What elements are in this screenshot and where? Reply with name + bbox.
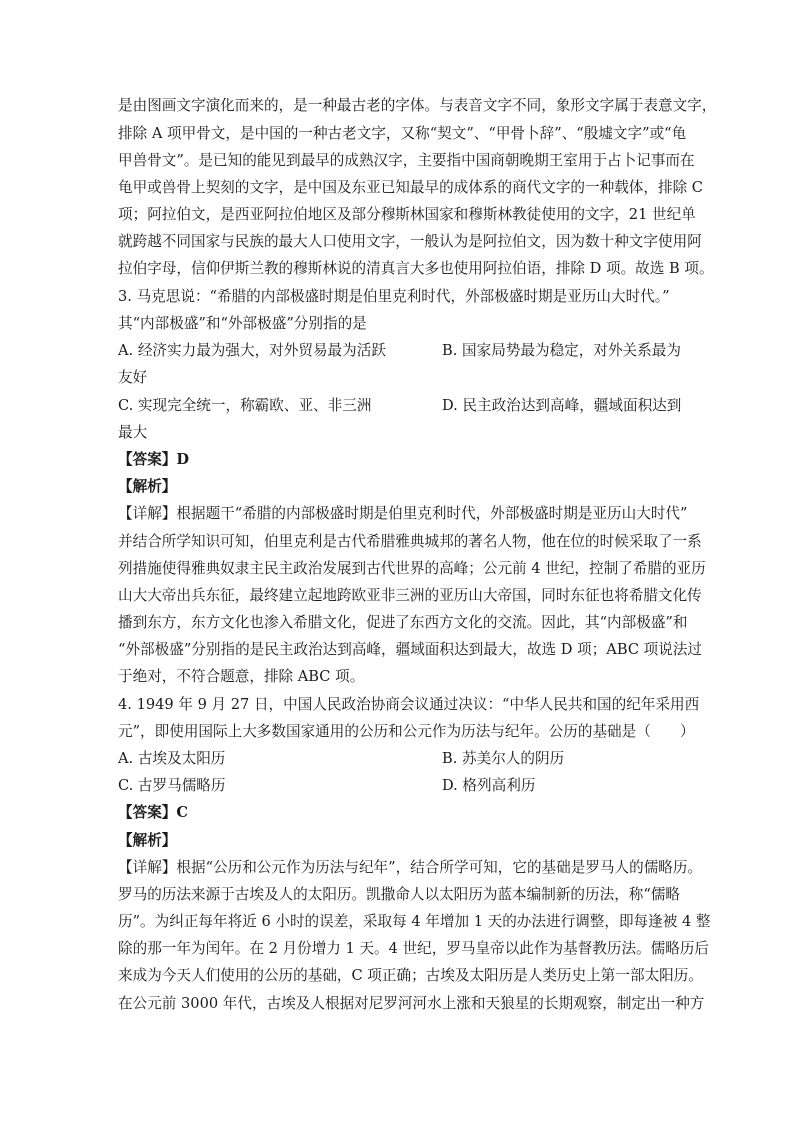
text-line: 是由图画文字演化而来的，是一种最古老的字体。与表音文字不同，象形文字属于表意文字， [118, 97, 717, 114]
question-4-stem: 元”，即使用国际上大多数国家通用的公历和公元作为历法与纪年。公历的基础是（ ） [118, 723, 695, 740]
question-3-option-b: B. 国家局势最为稳定，对外关系最为 [442, 342, 681, 359]
question-3-option-b-cont: 友好 [118, 369, 148, 386]
explanation-line: 【详解】根据题干“希腊的内部极盛时期是伯里克利时代，外部极盛时期是亚历山大时代” [118, 505, 688, 522]
explanation-line: 于绝对，不符合题意，排除 ABC 项。 [118, 668, 365, 685]
question-3-option-c: C. 实现完全统一，称霸欧、亚、非三洲 [118, 397, 372, 414]
explanation-line: 罗马的历法来源于古埃及人的太阳历。凯撒命人以太阳历为蓝本编制新的历法，称“儒略 [118, 886, 681, 903]
explanation-line: 在公元前 3000 年代，古埃及人根据对尼罗河河水上涨和天狼星的长期观察，制定出一种方 [118, 995, 705, 1012]
explanation-line: “外部极盛”分别指的是民主政治达到高峰，疆域面积达到最大，故选 D 项；ABC 项说法过 [118, 641, 703, 658]
text-line: 龟甲或兽骨上契刻的文字，是中国及东亚已知最早的成体系的商代文字的一种载体，排除 C [118, 179, 703, 196]
question-3-option-d-cont: 最大 [118, 424, 148, 441]
text-line: 拉伯字母，信仰伊斯兰教的穆斯林说的清真言大多也使用阿拉伯语，排除 D 项。故选 B 项。 [118, 260, 714, 277]
analysis-label: 【解析】 [118, 832, 177, 849]
explanation-line: 并结合所学知识可知，伯里克利是古代希腊雅典城邦的著名人物，他在位的时候采取了一系 [118, 533, 702, 550]
question-3-stem: 3. 马克思说：“希腊的内部极盛时期是伯里克利时代，外部极盛时期是亚历山大时代。” [118, 288, 670, 305]
question-3-option-a: A. 经济实力最为强大，对外贸易最为活跃 [118, 342, 386, 359]
question-4-option-c: C. 古罗马儒略历 [118, 777, 226, 794]
explanation-line: 来成为今天人们使用的公历的基础，C 项正确；古埃及太阳历是人类历史上第一部太阳历。 [118, 967, 703, 984]
explanation-line: 历”。为纠正每年将近 6 小时的误差，采取每 4 年增加 1 天的办法进行调整，即每逢被 4 整 [118, 913, 711, 930]
answer-label: 【答案】C [118, 804, 188, 821]
explanation-line: 播到东方，东方文化也渗入希腊文化，促进了东西方文化的交流。因此，其“内部极盛”和 [118, 614, 688, 631]
explanation-line: 山大大帝出兵东征，最终建立起地跨欧亚非三洲的亚历山大帝国，同时东征也将希腊文化传 [118, 587, 702, 604]
question-4-option-d: D. 格列高利历 [442, 777, 536, 794]
explanation-line: 【详解】根据“公历和公元作为历法与纪年”，结合所学可知，它的基础是罗马人的儒略历。 [118, 859, 703, 876]
question-4-stem: 4. 1949 年 9 月 27 日，中国人民政治协商会议通过决议：“中华人民共和国的纪年采用西 [118, 696, 700, 713]
explanation-line: 列措施使得雅典奴隶主民主政治发展到古代世界的高峰；公元前 4 世纪，控制了希腊的亚历 [118, 560, 706, 577]
answer-label: 【答案】D [118, 451, 190, 468]
text-line: 项；阿拉伯文，是西亚阿拉伯地区及部分穆斯林国家和穆斯林教徒使用的文字，21 世纪单 [118, 206, 696, 223]
text-line: 甲兽骨文”。是已知的能见到最早的成熟汉字，主要指中国商朝晚期王室用于占卜记事而在 [118, 152, 695, 169]
analysis-label: 【解析】 [118, 478, 177, 495]
text-line: 排除 A 项甲骨文，是中国的一种古老文字，又称“契文”、“甲骨卜辞”、“殷墟文字”或“龟 [118, 125, 687, 142]
question-4-option-b: B. 苏美尔人的阴历 [442, 750, 565, 767]
question-3-option-d: D. 民主政治达到高峰，疆域面积达到 [442, 397, 682, 414]
text-line: 就跨越不同国家与民族的最大人口使用文字，一般认为是阿拉伯文，因为数十种文字使用阿 [118, 233, 702, 250]
explanation-line: 除的那一年为闰年。在 2 月份增力 1 天。4 世纪，罗马皇帝以此作为基督教历法。儒略历后 [118, 940, 710, 957]
question-3-stem: 其“内部极盛”和“外部极盛”分别指的是 [118, 315, 367, 332]
question-4-option-a: A. 古埃及太阳历 [118, 750, 226, 767]
